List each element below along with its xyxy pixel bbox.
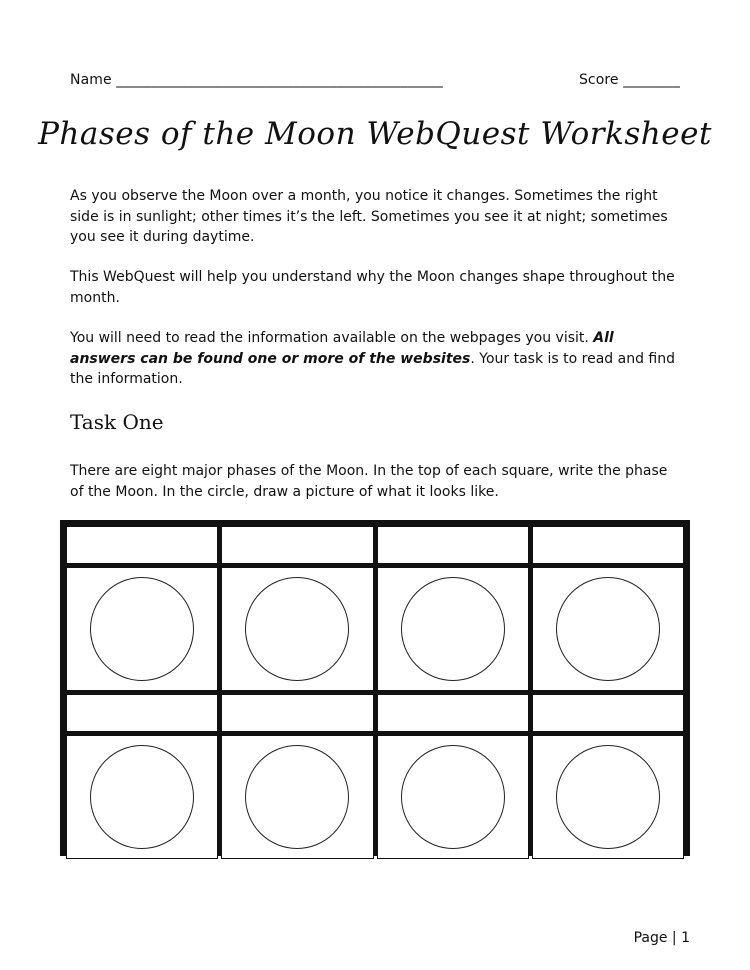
phase-label-cell-6[interactable] (221, 694, 373, 732)
phase-label-cell-8[interactable] (532, 694, 684, 732)
phase-drawing-cell-3[interactable] (377, 567, 529, 691)
phase-drawing-cell-2[interactable] (221, 567, 373, 691)
score-field[interactable]: Score ________ (578, 72, 680, 88)
page-number: Page | 1 (633, 930, 690, 946)
moon-circle[interactable] (401, 577, 505, 681)
phase-drawing-cell-7[interactable] (377, 735, 529, 859)
moon-phase-grid (60, 520, 690, 856)
phase-drawing-cell-8[interactable] (532, 735, 684, 859)
moon-circle[interactable] (245, 577, 349, 681)
intro-paragraph-1: As you observe the Moon over a month, you notice it changes. Sometimes the right side is in sunlight; other times it’s the left. Sometimes you see it at night; sometimes you see it during daytime. (70, 188, 668, 245)
page-title: Phases of the Moon WebQuest Worksheet (38, 116, 712, 152)
moon-circle[interactable] (556, 577, 660, 681)
task-instructions: There are eight major phases of the Moon. In the top of each square, write the phase of the Moon. In the circle, draw a picture of what it looks like. (70, 463, 668, 500)
phase-drawing-cell-1[interactable] (66, 567, 218, 691)
header-line (70, 72, 680, 88)
moon-circle[interactable] (90, 745, 194, 849)
phase-drawing-cell-6[interactable] (221, 735, 373, 859)
intro-paragraph-3 (70, 328, 680, 390)
phase-label-cell-3[interactable] (377, 526, 529, 564)
phase-label-cell-5[interactable] (66, 694, 218, 732)
phase-label-cell-1[interactable] (66, 526, 218, 564)
phase-label-cell-7[interactable] (377, 694, 529, 732)
moon-circle[interactable] (245, 745, 349, 849)
moon-circle[interactable] (556, 745, 660, 849)
intro-paragraph-3-emphasis: All answers can be found one or more of the websites (70, 330, 614, 367)
moon-circle[interactable] (90, 577, 194, 681)
intro-paragraph-2: This WebQuest will help you understand why the Moon changes shape throughout the month. (70, 269, 675, 306)
moon-circle[interactable] (401, 745, 505, 849)
intro-paragraph-3-end: . Your task is to read and find the information. (70, 350, 675, 387)
name-field[interactable]: Name ______________________________________________ (70, 72, 443, 88)
task-heading: Task One (70, 410, 164, 434)
phase-drawing-cell-5[interactable] (66, 735, 218, 859)
phase-drawing-cell-4[interactable] (532, 567, 684, 691)
intro-paragraph-3-start: You will need to read the information available on the webpages you visit. (70, 330, 594, 346)
phase-label-cell-4[interactable] (532, 526, 684, 564)
phase-label-cell-2[interactable] (221, 526, 373, 564)
